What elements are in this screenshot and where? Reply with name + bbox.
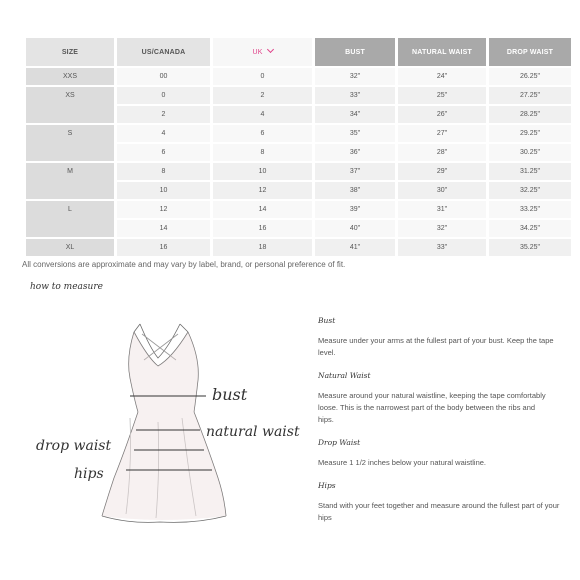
size-cell: S <box>26 125 114 161</box>
measurement-line: Measure around your natural waistline, keeping the tape comfortably <box>318 391 546 400</box>
size-cell: XS <box>26 87 114 123</box>
table-row <box>26 125 571 142</box>
table-cell: 36" <box>315 144 395 161</box>
table-cell: 41" <box>315 239 395 256</box>
header-label: SIZE <box>61 48 79 56</box>
measurement-title: Hips <box>318 481 336 490</box>
table-cell: 33" <box>315 87 395 104</box>
table-cell: 27.25" <box>489 87 571 104</box>
table-cell: 2 <box>213 87 312 104</box>
measurement-title: Natural Waist <box>318 371 371 380</box>
table-cell: 35.25" <box>489 239 571 256</box>
measurement-title: Drop Waist <box>318 438 361 447</box>
table-cell: 16 <box>213 220 312 237</box>
table-cell: 40" <box>315 220 395 237</box>
header-uk[interactable] <box>213 38 312 66</box>
header-bust <box>315 38 395 66</box>
measurement-line: loose. This is the narrowest part of the body between the ribs and <box>318 403 536 412</box>
table-cell: 38" <box>315 182 395 199</box>
table-row <box>26 201 571 218</box>
table-cell: 29" <box>398 163 486 180</box>
table-cell: 28" <box>398 144 486 161</box>
header-drop-waist <box>489 38 571 66</box>
table-cell: 30.25" <box>489 144 571 161</box>
table-cell: 31" <box>398 201 486 218</box>
table-cell: 30" <box>398 182 486 199</box>
table-cell: 16 <box>117 239 210 256</box>
size-cell: XXS <box>26 68 114 85</box>
table-cell: 26.25" <box>489 68 571 85</box>
chevron-down-icon <box>267 45 274 52</box>
table-row <box>26 163 571 180</box>
header-label: UK <box>252 48 263 56</box>
size-cell: M <box>26 163 114 199</box>
table-cell: 0 <box>117 87 210 104</box>
table-cell: 10 <box>117 182 210 199</box>
header-label: BUST <box>345 48 365 56</box>
table-cell: 0 <box>213 68 312 85</box>
table-cell: 4 <box>117 125 210 142</box>
table-cell: 8 <box>213 144 312 161</box>
table-cell: 34" <box>315 106 395 123</box>
table-row <box>26 239 571 256</box>
size-chart <box>26 36 570 258</box>
table-cell: 26" <box>398 106 486 123</box>
measurement-line: Measure 1 1/2 inches below your natural waistline. <box>318 458 487 467</box>
measurement-line: level. <box>318 348 336 357</box>
measurement-text <box>318 335 580 359</box>
table-cell: 32" <box>398 220 486 237</box>
table-cell: 4 <box>213 106 312 123</box>
size-cell: L <box>26 201 114 237</box>
dress-sketch <box>30 318 320 528</box>
table-cell: 00 <box>117 68 210 85</box>
table-cell: 33" <box>398 239 486 256</box>
measurement-text <box>318 457 580 469</box>
table-cell: 14 <box>117 220 210 237</box>
measurement-text <box>318 500 580 524</box>
table-cell: 8 <box>117 163 210 180</box>
bust-sketch-label: bust <box>212 385 248 404</box>
size-table <box>23 36 574 258</box>
table-cell: 39" <box>315 201 395 218</box>
measurement-instructions <box>318 316 580 536</box>
table-cell: 12 <box>213 182 312 199</box>
measurement-line: hips <box>318 513 332 522</box>
table-cell: 6 <box>117 144 210 161</box>
natural-waist-sketch-label: natural waist <box>206 424 300 440</box>
table-cell: 32" <box>315 68 395 85</box>
measurement-text <box>318 390 580 426</box>
table-cell: 33.25" <box>489 201 571 218</box>
table-row <box>26 68 571 85</box>
table-cell: 31.25" <box>489 163 571 180</box>
table-cell: 10 <box>213 163 312 180</box>
header-label: NATURAL WAIST <box>412 48 472 56</box>
measurement-line: Stand with your feet together and measure around the fullest part of your <box>318 501 560 510</box>
table-cell: 2 <box>117 106 210 123</box>
table-cell: 28.25" <box>489 106 571 123</box>
table-cell: 6 <box>213 125 312 142</box>
conversion-disclaimer: All conversions are approximate and may vary by label, brand, or personal preference of fit. <box>22 260 346 269</box>
table-cell: 29.25" <box>489 125 571 142</box>
header-us-canada <box>117 38 210 66</box>
table-cell: 35" <box>315 125 395 142</box>
header-natural-waist <box>398 38 486 66</box>
measurement-line: hips. <box>318 415 334 424</box>
table-body <box>26 68 571 256</box>
measurement-line: Measure under your arms at the fullest part of your bust. Keep the tape <box>318 336 554 345</box>
measurement-title: Bust <box>318 316 336 325</box>
table-cell: 37" <box>315 163 395 180</box>
hips-sketch-label: hips <box>74 466 104 482</box>
header-label: DROP WAIST <box>506 48 554 56</box>
size-cell: XL <box>26 239 114 256</box>
table-cell: 32.25" <box>489 182 571 199</box>
table-cell: 27" <box>398 125 486 142</box>
table-cell: 34.25" <box>489 220 571 237</box>
header-label: US/CANADA <box>141 48 186 56</box>
header-size <box>26 38 114 66</box>
table-cell: 25" <box>398 87 486 104</box>
how-to-measure-title: how to measure <box>30 282 103 292</box>
table-cell: 24" <box>398 68 486 85</box>
table-header-row <box>26 38 571 66</box>
table-cell: 12 <box>117 201 210 218</box>
drop-waist-sketch-label: drop waist <box>36 438 112 454</box>
table-row <box>26 87 571 104</box>
table-cell: 18 <box>213 239 312 256</box>
table-cell: 14 <box>213 201 312 218</box>
